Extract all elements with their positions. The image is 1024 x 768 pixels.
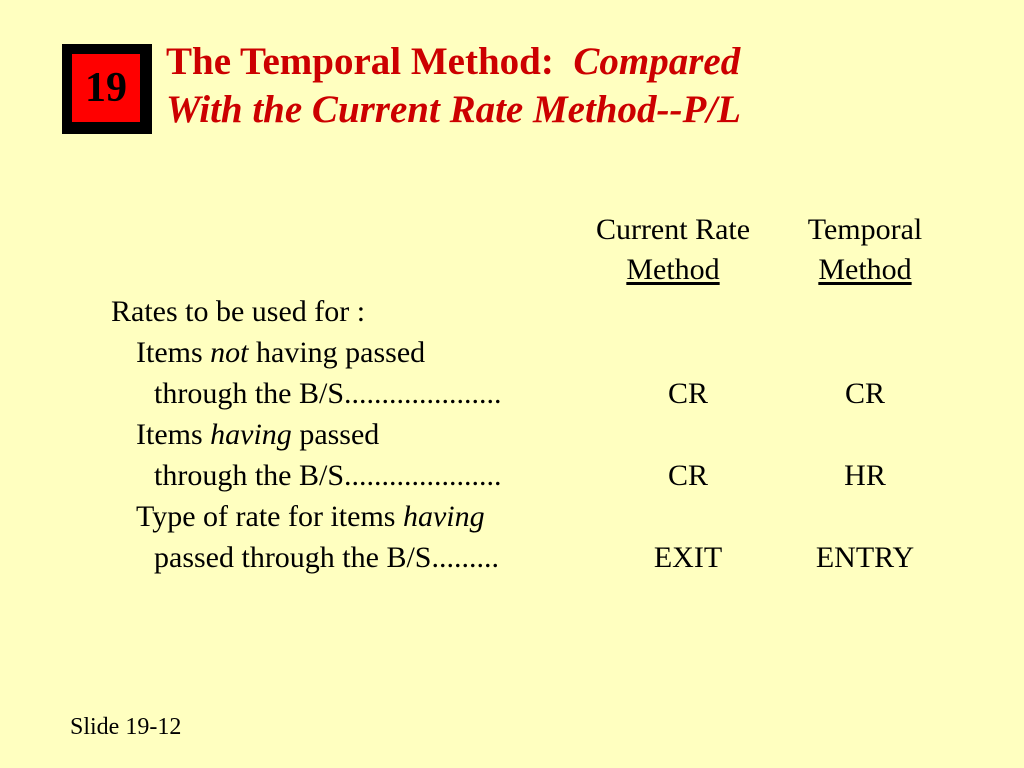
row-label-line1: [136, 332, 425, 373]
row-label-emphasis: having: [210, 418, 292, 451]
title-line2: With the Current Rate Method--P/L: [166, 88, 741, 131]
row-label-line1: [136, 496, 485, 537]
cell-temporal: HR: [844, 459, 886, 492]
column-header-temporal: [784, 210, 946, 290]
cell-current-rate: EXIT: [653, 541, 723, 574]
row-label-line2: through the B/S.....................: [154, 459, 502, 492]
row-label-emphasis: having: [402, 500, 485, 533]
row-label-line1: [136, 414, 379, 455]
cell-current-rate: CR: [667, 459, 709, 492]
column-header-line2: Method: [626, 253, 720, 286]
column-header-line2: Method: [818, 253, 912, 286]
row-label-text: Items: [136, 418, 211, 451]
row-label-line2: through the B/S.....................: [154, 377, 502, 410]
row-label-text: passed: [291, 418, 380, 451]
column-header-current-rate: [568, 210, 778, 290]
row-label-line2: passed through the B/S.........: [154, 541, 499, 574]
row-label-emphasis: not: [210, 336, 249, 369]
slide-number: Slide 19-12: [70, 714, 182, 740]
chapter-number: 19: [72, 54, 140, 122]
column-header-line1: Temporal: [807, 213, 923, 246]
title-part1: The Temporal Method:: [166, 40, 554, 83]
chapter-badge: [62, 44, 152, 134]
slide-title: [166, 38, 741, 134]
section-heading: Rates to be used for :: [111, 295, 366, 328]
cell-temporal: CR: [844, 377, 886, 410]
row-label-text: having passed: [248, 336, 426, 369]
row-label-text: Type of rate for items: [136, 500, 403, 533]
row-label-text: Items: [136, 336, 211, 369]
cell-current-rate: CR: [667, 377, 709, 410]
cell-temporal: ENTRY: [815, 541, 915, 574]
title-part1-italic: Compared: [573, 40, 741, 83]
column-header-line1: Current Rate: [595, 213, 751, 246]
